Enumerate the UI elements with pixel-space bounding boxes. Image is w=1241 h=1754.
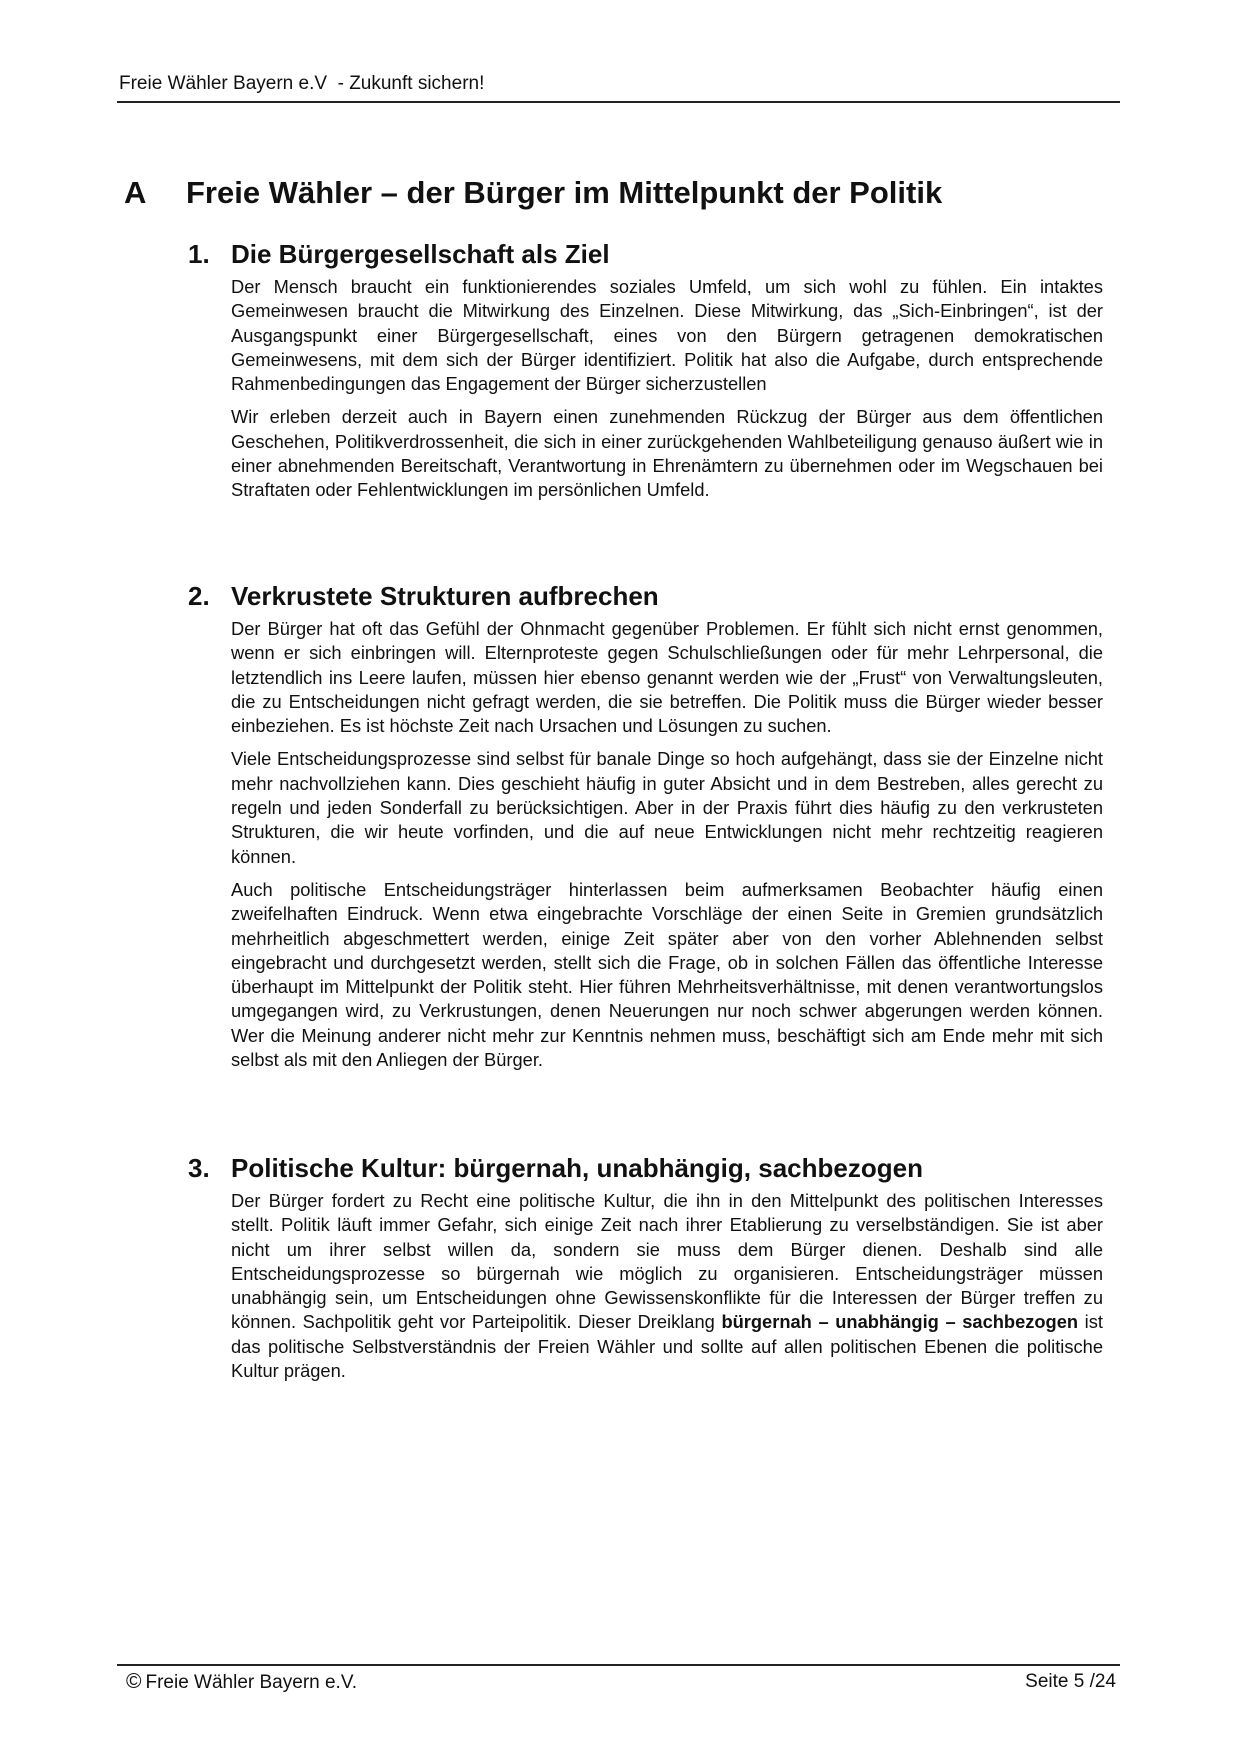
page-header: Freie Wähler Bayern e.V - Zukunft sichern! (119, 73, 485, 94)
paragraph-text: ist das politische Selbstverständnis der Freien Wähler und sollte auf allen politischen Ebenen die politische Kultur prägen. (231, 1311, 1103, 1382)
chapter-letter: A (124, 175, 147, 210)
paragraph: Wir erleben derzeit auch in Bayern einen zunehmenden Rückzug der Bürger aus dem öffentlichen Geschehen, Politikverdrossenheit, die sich in einer zurückgehenden Wahlbeteiligung genauso äußert wie in einer abnehmenden Bereitschaft, Verantwortung in Ehrenämtern zu übernehmen oder im Wegschauen bei Straftaten oder Fehlentwicklungen im persönlichen Umfeld. (231, 406, 1103, 501)
section-body (231, 1189, 1103, 1392)
header-divider (117, 101, 1120, 103)
section-number: 3. (188, 1153, 210, 1183)
page-number: Seite 5 /24 (1025, 1671, 1116, 1692)
paragraph: Der Mensch braucht ein funktionierendes soziales Umfeld, um sich wohl zu fühlen. Ein intaktes Gemeinwesen braucht die Mitwirkung des Einzelnen. Diese Mitwirkung, das „Sich-Einbringen“, ist der Ausgangspunkt einer Bürgergesellschaft, eines von den Bürgern getragenen demokratischen Gemeinwesens, mit dem sich der Bürger identifiziert. Politik hat also die Aufgabe, durch entsprechende Rahmenbedingungen das Engagement der Bürger sicherzustellen (231, 276, 1103, 395)
section-title: Die Bürgergesellschaft als Ziel (231, 239, 610, 269)
paragraph: Der Bürger hat oft das Gefühl der Ohnmacht gegenüber Problemen. Er fühlt sich nicht ernst genommen, wenn er sich einbringen will. Elternproteste gegen Schulschließungen oder für mehr Lehrpersonal, die letztendlich ins Leere laufen, müssen hier ebenso genannt werden wie der „Frust“ von Verwaltungsleuten, die zu Entscheidungen nicht gefragt werden, die sie betreffen. Die Politik muss die Bürger wieder besser einbeziehen. Es ist höchste Zeit nach Ursachen und Lösungen zu suchen. (231, 618, 1103, 737)
chapter-heading (124, 174, 1124, 212)
footer-divider (117, 1664, 1120, 1666)
section-number: 2. (188, 581, 210, 611)
paragraph-text: Der Bürger fordert zu Recht eine politische Kultur, die ihn in den Mittelpunkt des politischen Interesses stellt. Politik läuft immer Gefahr, sich einige Zeit nach ihrer Etablierung zu verselbständigen. Sie ist aber nicht um ihrer selbst willen da, sondern sie muss dem Bürger dienen. Deshalb sind alle Entscheidungsprozesse so bürgernah wie möglich zu organisieren. Entscheidungsträger müssen unabhängig sein, um Entscheidungen ohne Gewissenskonflikte für die Interessen der Bürger treffen zu können. Sachpolitik geht vor Parteipolitik. Dieser Dreiklang (231, 1190, 1103, 1333)
footer-org: Freie Wähler Bayern e.V. (145, 1672, 358, 1693)
paragraph: Auch politische Entscheidungsträger hinterlassen beim aufmerksamen Beobachter häufig einen zweifelhaften Eindruck. Wenn etwa eingebrachte Vorschläge der einen Seite in Gremien grundsätzlich mehrheitlich abgeschmettert werden, einige Zeit später aber von den vorher Ablehnenden selbst eingebracht und durchgesetzt werden, stellt sich die Frage, ob in solchen Fällen das öffentliche Interesse überhaupt im Mittelpunkt der Politik steht. Hier führen Mehrheitsverhältnisse, mit denen verantwortungslos umgegangen wird, zu Verkrustungen, denen Neuerungen nur noch schwer abgerungen werden können. Wer die Meinung anderer nicht mehr zur Kenntnis nehmen muss, beschäftigt sich am Ende mehr mit sich selbst als mit den Anliegen der Bürger. (231, 878, 1103, 1071)
copyright-icon: © (126, 1670, 142, 1693)
footer-copyright (126, 1670, 357, 1695)
section-body (231, 275, 1103, 512)
section-heading (188, 580, 659, 612)
section-title: Politische Kultur: bürgernah, unabhängig, sachbezogen (231, 1153, 923, 1183)
emphasis-triad: bürgernah – unabhängig – sachbezogen (721, 1311, 1079, 1333)
paragraph: Viele Entscheidungsprozesse sind selbst für banale Dinge so hoch aufgehängt, dass sie der Einzelne nicht mehr nachvollziehen kann. Dies geschieht häufig in guter Absicht und in dem Bestreben, alles gerecht zu regeln und jeden Sonderfall zu berücksichtigen. Aber in der Praxis führt dies häufig zu den verkrusteten Strukturen, die wir heute vorfinden, und die auf neue Entwicklungen nicht mehr rechtzeitig reagieren können. (231, 748, 1103, 867)
section-heading (188, 238, 610, 270)
chapter-title: Freie Wähler – der Bürger im Mittelpunkt der Politik (186, 175, 943, 210)
section-heading (188, 1152, 923, 1184)
section-number: 1. (188, 239, 210, 269)
section-title: Verkrustete Strukturen aufbrechen (231, 581, 659, 611)
section-body (231, 617, 1103, 1081)
paragraph (231, 1189, 1103, 1383)
